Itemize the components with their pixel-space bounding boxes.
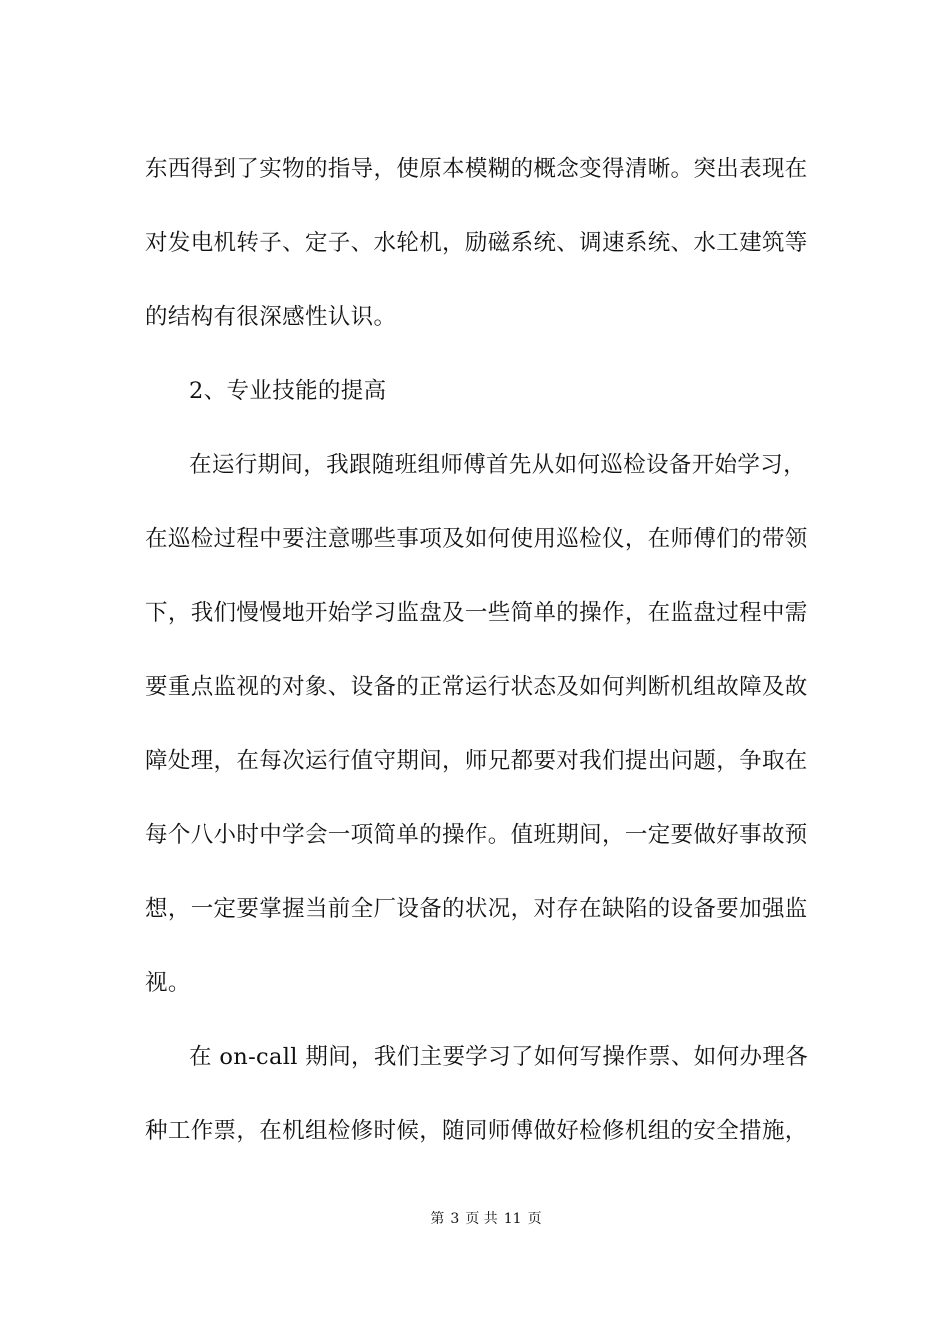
footer-prefix: 第 [430, 1211, 445, 1227]
document-body [145, 132, 807, 1168]
text-line-11: 想，一定要掌握当前全厂设备的状况，对存在缺陷的设备要加强监 [145, 896, 808, 922]
footer-total-pages: 11 [503, 1211, 522, 1227]
text-line-13: 在 on-call 期间，我们主要学习了如何写操作票、如何办理各 [189, 1044, 809, 1070]
text-line-2: 对发电机转子、定子、水轮机，励磁系统、调速系统、水工建筑等 [145, 230, 808, 256]
text-line-14: 种工作票，在机组检修时候，随同师傅做好检修机组的安全措施， [145, 1118, 808, 1144]
text-line-12: 视。 [145, 970, 191, 996]
page-footer [0, 1208, 950, 1228]
text-line-3: 的结构有很深感性认识。 [145, 304, 397, 330]
footer-current-page: 3 [450, 1211, 460, 1227]
section-heading: 2、专业技能的提高 [189, 378, 387, 404]
text-line-8: 要重点监视的对象、设备的正常运行状态及如何判断机组故障及故 [145, 674, 808, 700]
text-line-10: 每个八小时中学会一项简单的操作。值班期间，一定要做好事故预 [145, 822, 808, 848]
text-line-5: 在运行期间，我跟随班组师傅首先从如何巡检设备开始学习， [189, 452, 806, 478]
text-line-7: 下，我们慢慢地开始学习监盘及一些简单的操作，在监盘过程中需 [145, 600, 808, 626]
text-line-1: 东西得到了实物的指导，使原本模糊的概念变得清晰。突出表现在 [145, 156, 808, 182]
footer-suffix: 页 [527, 1211, 542, 1227]
text-line-6: 在巡检过程中要注意哪些事项及如何使用巡检仪，在师傅们的带领 [145, 526, 808, 552]
footer-middle: 页 共 [465, 1211, 498, 1227]
text-line-9: 障处理，在每次运行值守期间，师兄都要对我们提出问题，争取在 [145, 748, 808, 774]
